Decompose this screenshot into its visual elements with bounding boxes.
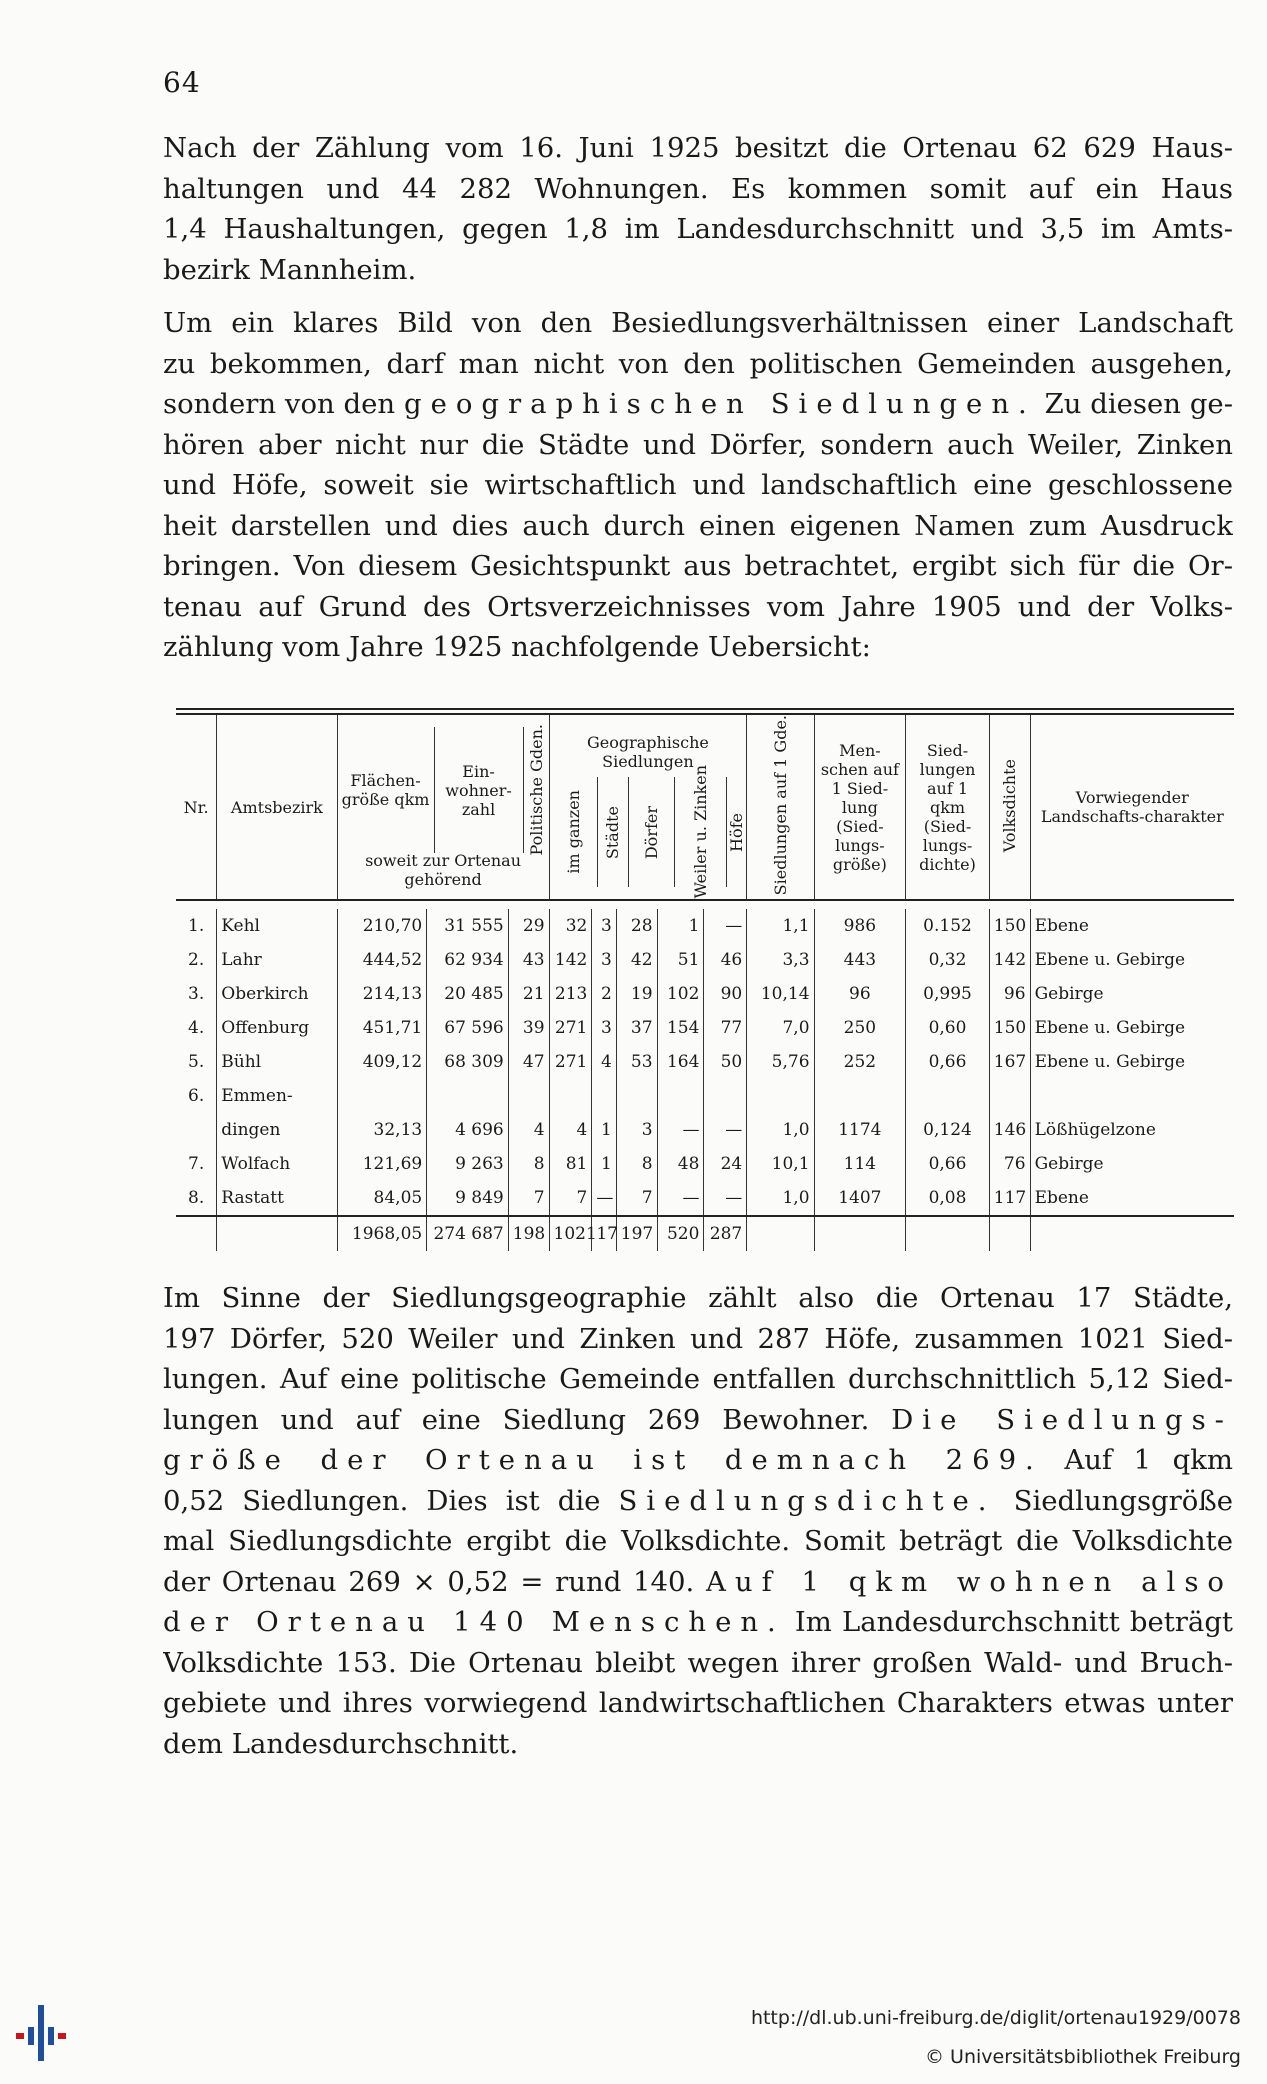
header-geo-title: Geographische Siedlungen: [586, 733, 709, 772]
text-line: bringen. Von diesem Gesichtspunkt aus betrachtet, ergibt sich für die Or-: [163, 550, 1233, 582]
text-line: 1,4 Haushaltungen, gegen 1,8 im Landesdurchschnitt und 3,5 im Amts-: [163, 213, 1233, 245]
total-gden: 198: [508, 1216, 549, 1251]
cell-siedl-qkm: 0,08: [906, 1181, 990, 1216]
cell-charakter: Ebene: [1030, 909, 1234, 943]
header-volksdichte-text: Volksdichte: [1000, 758, 1020, 852]
cell-flaeche: 444,52: [337, 943, 427, 977]
cell-im-ganzen: 32: [549, 909, 592, 943]
logo-bar: [48, 2027, 54, 2045]
cell-einwohner: 67 596: [427, 1011, 509, 1045]
text-fragment: lungen und auf eine Siedlung 269 Bewohner.: [163, 1403, 870, 1436]
cell-menschen: 986: [814, 909, 906, 943]
cell-staedte: —: [592, 1181, 616, 1216]
total-empty: [989, 1216, 1030, 1251]
table-top-rule: [176, 708, 1234, 715]
cell-doerfer: 37: [616, 1011, 657, 1045]
text-fragment: 0,52 Siedlungen. Dies ist die: [163, 1484, 601, 1517]
text-line: [163, 1400, 1233, 1441]
header-hoefe: Höfe: [727, 812, 747, 852]
cell-gemeinden: 4: [508, 1113, 549, 1147]
text-line: [163, 1562, 1233, 1603]
logo-bar: [16, 2033, 24, 2039]
text-fragment: der Ortenau 269 × 0,52 = rund 140.: [163, 1565, 695, 1598]
source-url-link[interactable]: http://dl.ub.uni-freiburg.de/diglit/ortenau1929/0078: [750, 2007, 1241, 2029]
total-ganz: 1021: [549, 1216, 592, 1251]
header-doerfer: Dörfer: [642, 805, 662, 859]
cell-im-ganzen: 142: [549, 943, 592, 977]
cell-volksdichte: [989, 1079, 1030, 1113]
emphasis: Auf 1 qkm wohnen also: [706, 1565, 1233, 1598]
total-empty: [906, 1216, 990, 1251]
row-amtsbezirk: dingen: [217, 1113, 337, 1147]
emphasis: Siedlungsdichte.: [618, 1484, 996, 1517]
table-row: [176, 943, 1234, 977]
header-gemeinden: Politische Gden.: [526, 724, 546, 856]
cell-flaeche: 84,05: [337, 1181, 427, 1216]
table-row: [176, 909, 1234, 943]
statistics-table: [176, 715, 1234, 1251]
total-we: 520: [657, 1216, 704, 1251]
text-line: und Höfe, soweit sie wirtschaftlich und landschaftlich eine geschlossene: [163, 469, 1233, 501]
cell-weiler: 51: [657, 943, 704, 977]
cell-flaeche: 32,13: [337, 1113, 427, 1147]
text-line: zu bekommen, darf man nicht von den politischen Gemeinden ausgehen,: [163, 347, 1233, 380]
emphasis: größe der Ortenau ist demnach 269.: [163, 1444, 1043, 1476]
table-row: [176, 1113, 1234, 1147]
row-amtsbezirk: Bühl: [217, 1045, 337, 1079]
cell-einwohner: 9 263: [427, 1147, 509, 1181]
cell-siedl-qkm: 0,66: [906, 1045, 990, 1079]
cell-hoefe: [704, 1079, 747, 1113]
cell-volksdichte: 117: [989, 1181, 1030, 1216]
cell-einwohner: 31 555: [427, 909, 509, 943]
text-line: [163, 1481, 1233, 1522]
row-amtsbezirk: Rastatt: [217, 1181, 337, 1216]
cell-doerfer: 7: [616, 1181, 657, 1216]
row-amtsbezirk: Lahr: [217, 943, 337, 977]
cell-volksdichte: 96: [989, 977, 1030, 1011]
cell-staedte: 4: [592, 1045, 616, 1079]
cell-charakter: Gebirge: [1030, 1147, 1234, 1181]
text-fragment: Zu diesen ge-: [1044, 388, 1233, 420]
text-fragment: Siedlungsgröße: [1013, 1484, 1233, 1517]
cell-hoefe: 24: [704, 1147, 747, 1181]
text-line: tenau auf Grund des Ortsverzeichnisses vom Jahre 1905 und der Volks-: [163, 590, 1233, 623]
cell-volksdichte: 146: [989, 1113, 1030, 1147]
text-line: [163, 1602, 1233, 1643]
cell-menschen: [814, 1079, 906, 1113]
row-number: 1.: [188, 916, 205, 937]
cell-flaeche: [337, 1079, 427, 1113]
header-geo-group: [549, 715, 747, 900]
row-amtsbezirk: Oberkirch: [217, 977, 337, 1011]
emphasis: geographischen Siedlungen.: [403, 388, 1036, 420]
cell-charakter: Ebene u. Gebirge: [1030, 943, 1234, 977]
text-line: Im Sinne der Siedlungsgeographie zählt also die Ortenau 17 Städte,: [163, 1282, 1233, 1314]
cell-menschen: 96: [814, 977, 906, 1011]
cell-siedl-pro-gde: 1,1: [747, 909, 814, 943]
cell-einwohner: 4 696: [427, 1113, 509, 1147]
cell-gemeinden: [508, 1079, 549, 1113]
cell-im-ganzen: 4: [549, 1113, 592, 1147]
header-staedte: Städte: [603, 805, 623, 859]
header-menschen: Men-schen auf 1 Sied-lung (Sied-lungs-größe): [814, 715, 906, 900]
cell-siedl-pro-gde: [747, 1079, 814, 1113]
cell-siedl-qkm: 0,124: [906, 1113, 990, 1147]
row-number: [176, 1113, 217, 1147]
cell-doerfer: 19: [616, 977, 657, 1011]
copyright-notice: © Universitätsbibliothek Freiburg: [925, 2046, 1241, 2068]
cell-hoefe: —: [704, 1113, 747, 1147]
text-line: zählung vom Jahre 1925 nachfolgende Uebersicht:: [163, 631, 871, 663]
cell-siedl-qkm: 0,66: [906, 1147, 990, 1181]
cell-flaeche: 451,71: [337, 1011, 427, 1045]
cell-staedte: 3: [592, 1011, 616, 1045]
cell-im-ganzen: 7: [549, 1181, 592, 1216]
cell-siedl-pro-gde: 10,14: [747, 977, 814, 1011]
paragraph-housing: [163, 128, 1233, 290]
table-row: [176, 1147, 1234, 1181]
header-einwohner: Ein-wohner-zahl: [434, 727, 523, 853]
cell-siedl-qkm: 0,995: [906, 977, 990, 1011]
cell-staedte: 3: [592, 943, 616, 977]
cell-volksdichte: 76: [989, 1147, 1030, 1181]
header-political-group: [337, 715, 549, 900]
cell-gemeinden: 29: [508, 909, 549, 943]
text-line: dem Landesdurchschnitt.: [163, 1727, 519, 1760]
cell-volksdichte: 142: [989, 943, 1030, 977]
cell-staedte: [592, 1079, 616, 1113]
total-empty: [1030, 1216, 1234, 1251]
text-fragment: Im Landesdurchschnitt beträgt: [794, 1606, 1233, 1638]
cell-flaeche: 409,12: [337, 1045, 427, 1079]
header-siedl-qkm: Sied-lungen auf 1 qkm (Sied-lungs-dichte): [906, 715, 990, 900]
text-line: mal Siedlungsdichte ergibt die Volksdichte. Somit beträgt die Volksdichte: [163, 1525, 1233, 1557]
cell-gemeinden: 47: [508, 1045, 549, 1079]
cell-weiler: 1: [657, 909, 704, 943]
paragraph-settlements: [163, 303, 1233, 668]
header-weiler: Weiler u. Zinken: [691, 765, 711, 899]
cell-einwohner: 9 849: [427, 1181, 509, 1216]
cell-menschen: 114: [814, 1147, 906, 1181]
cell-einwohner: 68 309: [427, 1045, 509, 1079]
cell-charakter: [1030, 1079, 1234, 1113]
header-amtsbezirk: Amtsbezirk: [217, 715, 337, 900]
cell-weiler: 48: [657, 1147, 704, 1181]
cell-weiler: 164: [657, 1045, 704, 1079]
cell-gemeinden: 8: [508, 1147, 549, 1181]
header-nr: Nr.: [183, 797, 209, 817]
text-line: haltungen und 44 282 Wohnungen. Es kommen somit auf ein Haus: [163, 172, 1233, 205]
cell-einwohner: 20 485: [427, 977, 509, 1011]
row-amtsbezirk: Emmen-: [217, 1079, 337, 1113]
total-ho: 287: [704, 1216, 747, 1251]
cell-hoefe: 77: [704, 1011, 747, 1045]
library-logo-icon: [12, 2003, 72, 2063]
cell-hoefe: —: [704, 909, 747, 943]
cell-weiler: [657, 1079, 704, 1113]
row-number: 5.: [188, 1052, 205, 1073]
row-amtsbezirk: Wolfach: [217, 1147, 337, 1181]
row-number: 3.: [188, 984, 205, 1005]
totals-row: [176, 1216, 1234, 1251]
cell-doerfer: 28: [616, 909, 657, 943]
header-im-ganzen: im ganzen: [563, 790, 583, 874]
text-line: Volksdichte 153. Die Ortenau bleibt wegen ihrer großen Wald- und Bruch-: [163, 1646, 1233, 1679]
table-row: [176, 1181, 1234, 1216]
table-row: [176, 1045, 1234, 1079]
cell-einwohner: [427, 1079, 509, 1113]
total-empty: [176, 1216, 217, 1251]
total-empty: [217, 1216, 337, 1251]
cell-menschen: 443: [814, 943, 906, 977]
text-line: gebiete und ihres vorwiegend landwirtschaftlichen Charakters etwas unter: [163, 1687, 1233, 1719]
header-volksdichte: [989, 715, 1030, 900]
cell-staedte: 3: [592, 909, 616, 943]
emphasis: der Ortenau 140 Menschen.: [163, 1606, 785, 1638]
header-flaeche: Flächen-größe qkm: [341, 771, 430, 810]
cell-menschen: 252: [814, 1045, 906, 1079]
cell-siedl-pro-gde: 5,76: [747, 1045, 814, 1079]
cell-siedl-pro-gde: 1,0: [747, 1181, 814, 1216]
cell-weiler: 154: [657, 1011, 704, 1045]
total-flaeche: 1968,05: [337, 1216, 427, 1251]
cell-hoefe: —: [704, 1181, 747, 1216]
cell-staedte: 2: [592, 977, 616, 1011]
cell-gemeinden: 43: [508, 943, 549, 977]
row-number: 4.: [188, 1018, 205, 1039]
cell-volksdichte: 150: [989, 909, 1030, 943]
cell-hoefe: 50: [704, 1045, 747, 1079]
text-line: 197 Dörfer, 520 Weiler und Zinken und 287 Höfe, zusammen 1021 Sied-: [163, 1322, 1233, 1355]
text-fragment: sondern von den: [163, 388, 396, 420]
cell-hoefe: 90: [704, 977, 747, 1011]
logo-bar: [38, 2005, 44, 2061]
cell-im-ganzen: 271: [549, 1011, 592, 1045]
header-siedl-pro-gde: [747, 715, 814, 900]
text-line: Nach der Zählung vom 16. Juni 1925 besitzt die Ortenau 62 629 Haus-: [163, 132, 1233, 164]
paragraph-conclusion: [163, 1278, 1233, 1764]
cell-im-ganzen: 213: [549, 977, 592, 1011]
cell-siedl-qkm: [906, 1079, 990, 1113]
cell-siedl-qkm: 0,60: [906, 1011, 990, 1045]
cell-menschen: 1174: [814, 1113, 906, 1147]
total-st: 17: [592, 1216, 616, 1251]
cell-charakter: Gebirge: [1030, 977, 1234, 1011]
cell-doerfer: 3: [616, 1113, 657, 1147]
cell-einwohner: 62 934: [427, 943, 509, 977]
cell-doerfer: [616, 1079, 657, 1113]
logo-bar: [28, 2027, 34, 2045]
table-row: [176, 1079, 1234, 1113]
cell-siedl-qkm: 0,32: [906, 943, 990, 977]
cell-charakter: Ebene: [1030, 1181, 1234, 1216]
cell-siedl-pro-gde: 3,3: [747, 943, 814, 977]
cell-volksdichte: 150: [989, 1011, 1030, 1045]
table-row: [176, 977, 1234, 1011]
row-number: 8.: [188, 1188, 205, 1209]
cell-siedl-pro-gde: 10,1: [747, 1147, 814, 1181]
text-line: lungen. Auf eine politische Gemeinde entfallen durchschnittlich 5,12 Sied-: [163, 1363, 1233, 1395]
total-einw: 274 687: [427, 1216, 509, 1251]
cell-gemeinden: 7: [508, 1181, 549, 1216]
cell-doerfer: 42: [616, 943, 657, 977]
cell-doerfer: 53: [616, 1045, 657, 1079]
cell-charakter: Lößhügelzone: [1030, 1113, 1234, 1147]
cell-flaeche: 121,69: [337, 1147, 427, 1181]
text-fragment: Auf 1 qkm: [1064, 1444, 1233, 1476]
text-line: bezirk Mannheim.: [163, 253, 417, 286]
cell-menschen: 1407: [814, 1181, 906, 1216]
header-siedl-pro-gde-text: Siedlungen auf 1 Gde.: [770, 715, 790, 896]
cell-flaeche: 214,13: [337, 977, 427, 1011]
cell-im-ganzen: [549, 1079, 592, 1113]
cell-doerfer: 8: [616, 1147, 657, 1181]
cell-charakter: Ebene u. Gebirge: [1030, 1045, 1234, 1079]
cell-im-ganzen: 271: [549, 1045, 592, 1079]
row-number: 2.: [188, 950, 205, 971]
logo-bar: [58, 2033, 66, 2039]
cell-weiler: —: [657, 1181, 704, 1216]
row-number: 7.: [188, 1154, 205, 1175]
row-amtsbezirk: Offenburg: [217, 1011, 337, 1045]
text-line: [163, 384, 1233, 425]
cell-staedte: 1: [592, 1147, 616, 1181]
page-number: 64: [163, 66, 201, 99]
cell-menschen: 250: [814, 1011, 906, 1045]
text-line: [163, 1440, 1233, 1481]
settlement-table: [176, 708, 1234, 1251]
total-empty: [814, 1216, 906, 1251]
cell-im-ganzen: 81: [549, 1147, 592, 1181]
cell-hoefe: 46: [704, 943, 747, 977]
cell-flaeche: 210,70: [337, 909, 427, 943]
text-line: heit darstellen und dies auch durch einen eigenen Namen zum Ausdruck: [163, 509, 1233, 542]
cell-weiler: 102: [657, 977, 704, 1011]
cell-volksdichte: 167: [989, 1045, 1030, 1079]
header-charakter: Vorwiegender Landschafts-charakter: [1030, 715, 1234, 900]
cell-siedl-pro-gde: 1,0: [747, 1113, 814, 1147]
text-line: hören aber nicht nur die Städte und Dörfer, sondern auch Weiler, Zinken: [163, 428, 1233, 461]
cell-gemeinden: 21: [508, 977, 549, 1011]
header-soweit: soweit zur Ortenau gehörend: [365, 851, 521, 890]
cell-weiler: —: [657, 1113, 704, 1147]
cell-charakter: Ebene u. Gebirge: [1030, 1011, 1234, 1045]
cell-siedl-qkm: 0.152: [906, 909, 990, 943]
emphasis: Die Siedlungs-: [891, 1403, 1233, 1436]
table-row: [176, 1011, 1234, 1045]
row-number: 6.: [188, 1086, 205, 1107]
cell-siedl-pro-gde: 7,0: [747, 1011, 814, 1045]
cell-staedte: 1: [592, 1113, 616, 1147]
total-empty: [747, 1216, 814, 1251]
cell-gemeinden: 39: [508, 1011, 549, 1045]
total-do: 197: [616, 1216, 657, 1251]
row-amtsbezirk: Kehl: [217, 909, 337, 943]
text-line: Um ein klares Bild von den Besiedlungsverhältnissen einer Landschaft: [163, 307, 1233, 339]
